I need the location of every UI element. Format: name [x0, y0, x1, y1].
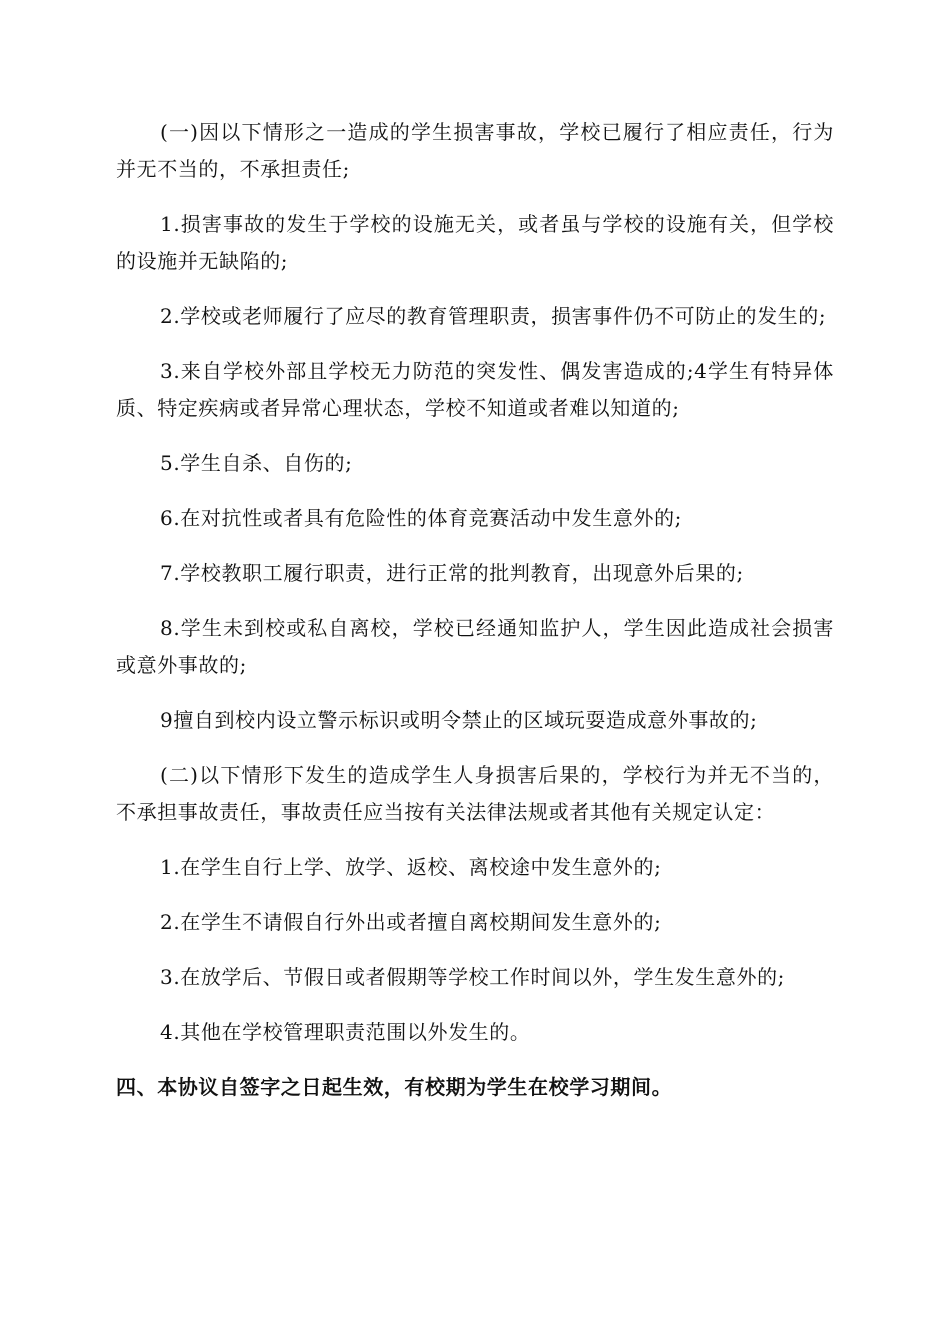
clause-paragraph-7: 7.学校教职工履行职责，进行正常的批判教育，出现意外后果的; [160, 561, 744, 585]
section-heading-four: 四、本协议自签字之日起生效，有校期为学生在校学习期间。 [116, 1075, 673, 1099]
clause-paragraph-8: 8.学生未到校或私自离校，学校已经通知监护人，学生因此造成社会损害或意外事故的; [116, 616, 834, 677]
clause-paragraph-6: 6.在对抗性或者具有危险性的体育竞赛活动中发生意外的; [160, 506, 683, 530]
clause-paragraph-3: 2.学校或老师履行了应尽的教育管理职责，损害事件仍不可防止的发生的; [160, 304, 827, 328]
clause-paragraph-13: 3.在放学后、节假日或者假期等学校工作时间以外，学生发生意外的; [160, 965, 786, 989]
clause-paragraph-1: (一)因以下情形之一造成的学生损害事故，学校已履行了相应责任，行为并无不当的，不承担责任; [116, 120, 834, 181]
clause-paragraph-12: 2.在学生不请假自行外出或者擅自离校期间发生意外的; [160, 910, 662, 934]
clause-paragraph-4: 3.来自学校外部且学校无力防范的突发性、偶发害造成的;4学生有特异体质、特定疾病或者异常心理状态，学校不知道或者难以知道的; [116, 359, 834, 420]
clause-paragraph-5: 5.学生自杀、自伤的; [160, 451, 353, 475]
clause-paragraph-9: 9擅自到校内设立警示标识或明令禁止的区域玩耍造成意外事故的; [160, 708, 758, 732]
clause-paragraph-2: 1.损害事故的发生于学校的设施无关，或者虽与学校的设施有关，但学校的设施并无缺陷的; [116, 212, 834, 273]
clause-paragraph-11: 1.在学生自行上学、放学、返校、离校途中发生意外的; [160, 855, 662, 879]
clause-paragraph-14: 4.其他在学校管理职责范围以外发生的。 [160, 1020, 531, 1044]
clause-paragraph-10: (二)以下情形下发生的造成学生人身损害后果的，学校行为并无不当的，不承担事故责任，事故责任应当按有关法律法规或者其他有关规定认定： [116, 763, 834, 824]
